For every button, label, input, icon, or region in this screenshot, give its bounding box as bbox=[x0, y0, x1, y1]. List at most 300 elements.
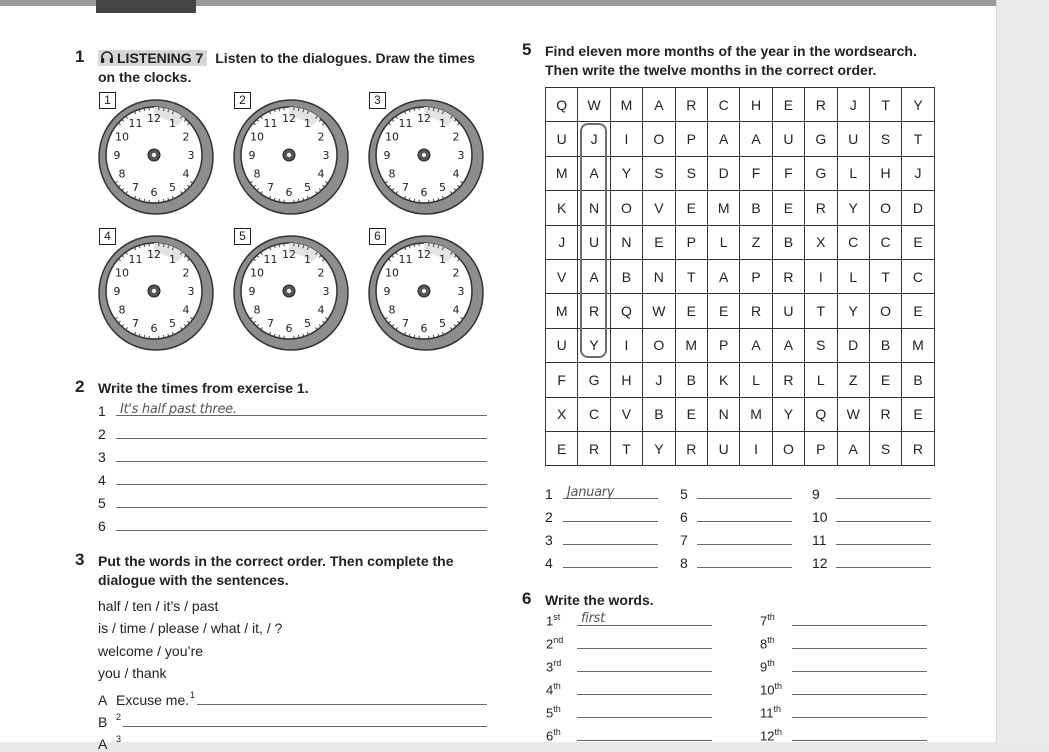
clock-number: 5 bbox=[169, 317, 176, 330]
ex5-answer-number: 4 bbox=[545, 555, 553, 571]
wordsearch-cell[interactable]: R bbox=[772, 259, 804, 293]
ex2-item-number: 5 bbox=[98, 495, 106, 511]
clock-number: 12 bbox=[147, 112, 161, 125]
clock-number: 3 bbox=[188, 149, 195, 162]
top-tab-marker bbox=[96, 0, 196, 13]
wordsearch-cell[interactable]: D bbox=[707, 156, 739, 190]
wordsearch-cell[interactable]: Q bbox=[546, 88, 578, 122]
wordsearch-cell[interactable]: E bbox=[643, 225, 675, 259]
wordsearch-cell[interactable]: O bbox=[869, 294, 901, 328]
dialogue-answer-line[interactable] bbox=[123, 726, 487, 727]
clock-label: 2 bbox=[234, 92, 251, 109]
wordsearch-cell[interactable]: L bbox=[707, 225, 739, 259]
ordinal-suffix: th bbox=[767, 658, 775, 668]
clock-number: 9 bbox=[249, 149, 256, 162]
wordsearch-cell[interactable]: Y bbox=[837, 191, 869, 225]
ex3-prompt: is / time / please / what / it, / ? bbox=[98, 620, 282, 636]
wordsearch-cell[interactable]: J bbox=[837, 88, 869, 122]
wordsearch-cell[interactable]: Y bbox=[610, 156, 642, 190]
ex5-answer-line[interactable] bbox=[563, 544, 658, 545]
wordsearch-cell[interactable]: I bbox=[805, 259, 837, 293]
wordsearch-cell[interactable]: B bbox=[772, 225, 804, 259]
clock-number: 1 bbox=[304, 117, 311, 130]
wordsearch-cell[interactable]: T bbox=[869, 259, 901, 293]
wordsearch-cell[interactable]: J bbox=[643, 363, 675, 397]
ex6-ordinal-label bbox=[546, 727, 561, 743]
clock-number: 4 bbox=[183, 304, 190, 317]
clock-number: 1 bbox=[169, 253, 176, 266]
ex2-item-number: 4 bbox=[98, 472, 106, 488]
wordsearch-cell[interactable]: S bbox=[675, 156, 707, 190]
wordsearch-cell[interactable]: P bbox=[675, 122, 707, 156]
wordsearch-cell[interactable]: U bbox=[837, 122, 869, 156]
wordsearch-cell[interactable]: B bbox=[643, 397, 675, 431]
clock-number: 12 bbox=[282, 112, 296, 125]
wordsearch-cell[interactable]: R bbox=[740, 294, 772, 328]
clock-icon bbox=[367, 234, 485, 352]
wordsearch-cell[interactable]: R bbox=[675, 88, 707, 122]
ordinal-suffix: th bbox=[553, 704, 561, 714]
clock-number: 11 bbox=[129, 253, 143, 266]
dialogue-speaker: B bbox=[98, 714, 107, 730]
wordsearch-cell[interactable]: E bbox=[546, 431, 578, 465]
wordsearch-cell[interactable]: J bbox=[578, 122, 610, 156]
clock-icon bbox=[232, 98, 350, 216]
wordsearch-cell[interactable]: X bbox=[546, 397, 578, 431]
ex6-ordinal-label bbox=[760, 658, 775, 674]
ex3-prompt: half / ten / it’s / past bbox=[98, 598, 218, 614]
wordsearch-cell[interactable]: Z bbox=[740, 225, 772, 259]
clock-number: 11 bbox=[399, 253, 413, 266]
wordsearch-cell[interactable]: U bbox=[546, 328, 578, 362]
clock-label: 1 bbox=[99, 92, 116, 109]
clock-number: 9 bbox=[384, 285, 391, 298]
wordsearch-cell[interactable]: M bbox=[740, 397, 772, 431]
wordsearch-cell[interactable]: C bbox=[707, 88, 739, 122]
wordsearch-cell[interactable]: N bbox=[610, 225, 642, 259]
ex1-instruction bbox=[98, 49, 475, 68]
ex5-answer-number: 5 bbox=[680, 486, 688, 502]
wordsearch-cell[interactable]: S bbox=[805, 328, 837, 362]
clock-face[interactable] bbox=[232, 98, 350, 216]
clock-number: 10 bbox=[250, 267, 264, 280]
wordsearch-cell[interactable]: A bbox=[707, 259, 739, 293]
clock-number: 3 bbox=[323, 149, 330, 162]
clock-number: 7 bbox=[402, 317, 409, 330]
ex3-instruction-line2: dialogue with the sentences. bbox=[98, 571, 289, 590]
wordsearch-cell[interactable]: P bbox=[707, 328, 739, 362]
clock-number: 3 bbox=[188, 285, 195, 298]
clock-icon bbox=[97, 234, 215, 352]
wordsearch-cell[interactable]: R bbox=[805, 88, 837, 122]
clock-number: 12 bbox=[417, 112, 431, 125]
viewer-margin bbox=[996, 0, 1049, 742]
clock-number: 4 bbox=[183, 168, 190, 181]
wordsearch-cell[interactable]: M bbox=[546, 156, 578, 190]
clock-number: 12 bbox=[417, 248, 431, 261]
wordsearch-cell[interactable]: T bbox=[805, 294, 837, 328]
wordsearch-cell[interactable]: B bbox=[675, 363, 707, 397]
wordsearch-cell[interactable]: F bbox=[546, 363, 578, 397]
clock-number: 11 bbox=[264, 117, 278, 130]
ex1-number: 1 bbox=[75, 47, 84, 67]
clock-number: 6 bbox=[421, 322, 428, 335]
wordsearch-cell[interactable]: U bbox=[546, 122, 578, 156]
wordsearch-cell[interactable]: I bbox=[740, 431, 772, 465]
wordsearch-cell[interactable]: E bbox=[902, 294, 934, 328]
wordsearch-cell[interactable]: E bbox=[869, 363, 901, 397]
wordsearch-cell[interactable]: Y bbox=[643, 431, 675, 465]
ordinal-suffix: th bbox=[774, 681, 782, 691]
ordinal-suffix: th bbox=[767, 612, 775, 622]
clock-number: 2 bbox=[318, 131, 325, 144]
ordinal-suffix: th bbox=[774, 727, 782, 737]
ordinal-suffix: th bbox=[774, 704, 782, 714]
listening-tag bbox=[98, 50, 207, 66]
ex2-answer-line[interactable] bbox=[116, 438, 487, 439]
ex5-answer-line[interactable] bbox=[836, 567, 931, 568]
wordsearch-cell[interactable]: G bbox=[805, 156, 837, 190]
wordsearch-cell[interactable]: T bbox=[675, 259, 707, 293]
wordsearch-cell[interactable]: B bbox=[869, 328, 901, 362]
ex3-instruction-line1: Put the words in the correct order. Then complete the bbox=[98, 552, 454, 571]
ex5-answer-number: 2 bbox=[545, 509, 553, 525]
wordsearch-cell[interactable]: M bbox=[610, 88, 642, 122]
wordsearch-cell[interactable]: N bbox=[707, 397, 739, 431]
clock-number: 10 bbox=[115, 131, 129, 144]
ordinal-number: 3 bbox=[546, 659, 553, 674]
clock-number: 10 bbox=[115, 267, 129, 280]
wordsearch-cell[interactable]: R bbox=[772, 363, 804, 397]
wordsearch-cell[interactable]: E bbox=[772, 191, 804, 225]
ex6-ordinal-label bbox=[546, 612, 560, 628]
wordsearch-cell[interactable]: T bbox=[902, 122, 934, 156]
wordsearch-cell[interactable]: M bbox=[675, 328, 707, 362]
wordsearch-cell[interactable]: H bbox=[869, 156, 901, 190]
ex6-ordinal-label bbox=[546, 704, 561, 720]
wordsearch-cell[interactable]: U bbox=[772, 122, 804, 156]
ex6-answer-line[interactable] bbox=[577, 625, 712, 626]
wordsearch-cell[interactable]: E bbox=[902, 225, 934, 259]
ex5-answer-line[interactable] bbox=[563, 498, 658, 499]
wordsearch-cell[interactable]: O bbox=[869, 191, 901, 225]
wordsearch-cell[interactable]: O bbox=[643, 122, 675, 156]
ex6-answer-line[interactable] bbox=[792, 648, 927, 649]
clock-number: 6 bbox=[151, 322, 158, 335]
clock-number: 3 bbox=[323, 285, 330, 298]
ex2-number: 2 bbox=[75, 377, 84, 397]
wordsearch-cell[interactable]: G bbox=[805, 122, 837, 156]
ex5-answer-line[interactable] bbox=[563, 567, 658, 568]
ex5-answer-line[interactable] bbox=[697, 544, 792, 545]
ex6-instruction: Write the words. bbox=[545, 591, 654, 610]
ordinal-number: 1 bbox=[546, 613, 553, 628]
ordinal-number: 4 bbox=[546, 682, 553, 697]
wordsearch-cell[interactable]: N bbox=[578, 191, 610, 225]
wordsearch-cell[interactable]: U bbox=[772, 294, 804, 328]
ex6-ordinal-label bbox=[546, 681, 561, 697]
wordsearch-cell[interactable]: Y bbox=[837, 294, 869, 328]
wordsearch-cell[interactable]: Q bbox=[805, 397, 837, 431]
wordsearch-cell[interactable]: Q bbox=[610, 294, 642, 328]
ordinal-number: 12 bbox=[760, 728, 774, 743]
clock-icon bbox=[97, 98, 215, 216]
wordsearch-cell[interactable]: E bbox=[675, 397, 707, 431]
clock-number: 9 bbox=[384, 149, 391, 162]
clock-number: 7 bbox=[267, 181, 274, 194]
wordsearch-cell[interactable]: I bbox=[610, 328, 642, 362]
clock-number: 2 bbox=[183, 267, 190, 280]
ex6-answer-line[interactable] bbox=[577, 694, 712, 695]
wordsearch-cell[interactable]: C bbox=[869, 225, 901, 259]
clock-number: 1 bbox=[169, 117, 176, 130]
wordsearch-cell[interactable]: W bbox=[837, 397, 869, 431]
ex5-answer-line[interactable] bbox=[563, 521, 658, 522]
ex2-answer-line[interactable] bbox=[116, 484, 487, 485]
ex2-answer-line[interactable] bbox=[116, 461, 487, 462]
ex6-answer-line[interactable] bbox=[792, 671, 927, 672]
wordsearch-cell[interactable]: A bbox=[837, 431, 869, 465]
wordsearch-cell[interactable]: S bbox=[643, 156, 675, 190]
ex2-instruction: Write the times from exercise 1. bbox=[98, 379, 309, 398]
ordinal-number: 5 bbox=[546, 705, 553, 720]
wordsearch-cell[interactable]: B bbox=[610, 259, 642, 293]
clock-face[interactable] bbox=[367, 98, 485, 216]
ex6-ordinal-label bbox=[760, 681, 782, 697]
clock-number: 8 bbox=[388, 304, 395, 317]
wordsearch-cell[interactable]: T bbox=[610, 431, 642, 465]
clock-number: 4 bbox=[453, 304, 460, 317]
wordsearch-cell[interactable]: F bbox=[772, 156, 804, 190]
clock-number: 5 bbox=[169, 181, 176, 194]
ex6-answer-line[interactable] bbox=[577, 648, 712, 649]
wordsearch-cell[interactable]: C bbox=[578, 397, 610, 431]
ex3-prompt: welcome / you’re bbox=[98, 643, 203, 659]
clock-number: 7 bbox=[267, 317, 274, 330]
ex5-answer-line[interactable] bbox=[836, 498, 931, 499]
ordinal-suffix: nd bbox=[553, 635, 563, 645]
wordsearch-cell[interactable]: V bbox=[643, 191, 675, 225]
clock-number: 9 bbox=[114, 149, 121, 162]
clock-number: 1 bbox=[439, 253, 446, 266]
wordsearch-cell[interactable]: S bbox=[869, 431, 901, 465]
clock-number: 2 bbox=[453, 267, 460, 280]
wordsearch-row bbox=[546, 88, 935, 122]
wordsearch-cell[interactable]: O bbox=[610, 191, 642, 225]
wordsearch-cell[interactable]: L bbox=[805, 363, 837, 397]
wordsearch-cell[interactable]: B bbox=[902, 363, 934, 397]
wordsearch-cell[interactable]: Z bbox=[837, 363, 869, 397]
clock-icon bbox=[232, 234, 350, 352]
clock-number: 5 bbox=[439, 317, 446, 330]
wordsearch-cell[interactable]: Y bbox=[902, 88, 934, 122]
wordsearch-cell[interactable]: J bbox=[902, 156, 934, 190]
ex6-answer-line[interactable] bbox=[577, 717, 712, 718]
wordsearch-cell[interactable]: R bbox=[675, 431, 707, 465]
clock-number: 8 bbox=[118, 168, 125, 181]
clock-face[interactable] bbox=[367, 234, 485, 352]
dialogue-line-text: Excuse me. bbox=[116, 692, 189, 708]
wordsearch-cell[interactable]: X bbox=[805, 225, 837, 259]
wordsearch-cell[interactable]: Y bbox=[578, 328, 610, 362]
clock-icon bbox=[367, 98, 485, 216]
wordsearch-cell[interactable]: D bbox=[837, 328, 869, 362]
wordsearch-cell[interactable]: W bbox=[643, 294, 675, 328]
ex6-number: 6 bbox=[522, 589, 531, 609]
clock-label: 3 bbox=[369, 92, 386, 109]
clock-label: 5 bbox=[234, 228, 251, 245]
clock-number: 9 bbox=[114, 285, 121, 298]
wordsearch-cell[interactable]: U bbox=[707, 431, 739, 465]
ex5-answer-number: 10 bbox=[812, 509, 828, 525]
ex6-answer-line[interactable] bbox=[792, 625, 927, 626]
wordsearch-cell[interactable]: C bbox=[837, 225, 869, 259]
ex2-answer-line[interactable] bbox=[116, 507, 487, 508]
clock-number: 6 bbox=[286, 322, 293, 335]
clock-face[interactable] bbox=[97, 234, 215, 352]
wordsearch-cell[interactable]: E bbox=[675, 191, 707, 225]
ex6-answer-text: first bbox=[581, 611, 605, 626]
clock-number: 4 bbox=[453, 168, 460, 181]
wordsearch-cell[interactable]: R bbox=[902, 431, 934, 465]
ex5-answer-number: 7 bbox=[680, 532, 688, 548]
wordsearch-cell[interactable]: A bbox=[578, 259, 610, 293]
clock-number: 1 bbox=[304, 253, 311, 266]
wordsearch-cell[interactable]: A bbox=[772, 328, 804, 362]
dialogue-gap-number: 3 bbox=[116, 734, 121, 744]
ex2-answer-line[interactable] bbox=[116, 530, 487, 531]
wordsearch-cell[interactable]: N bbox=[643, 259, 675, 293]
wordsearch-cell[interactable]: K bbox=[546, 191, 578, 225]
wordsearch-cell[interactable]: M bbox=[546, 294, 578, 328]
ex5-answer-line[interactable] bbox=[836, 521, 931, 522]
wordsearch-cell[interactable]: P bbox=[740, 259, 772, 293]
clock-face[interactable] bbox=[232, 234, 350, 352]
wordsearch-cell[interactable]: B bbox=[740, 191, 772, 225]
wordsearch-cell[interactable]: A bbox=[740, 328, 772, 362]
wordsearch-cell[interactable]: S bbox=[869, 122, 901, 156]
wordsearch-cell[interactable]: A bbox=[643, 88, 675, 122]
ex5-answer-line[interactable] bbox=[836, 544, 931, 545]
wordsearch-cell[interactable]: J bbox=[546, 225, 578, 259]
wordsearch-cell[interactable]: L bbox=[837, 259, 869, 293]
clock-number: 11 bbox=[264, 253, 278, 266]
wordsearch-cell[interactable]: E bbox=[902, 397, 934, 431]
wordsearch-cell[interactable]: K bbox=[707, 363, 739, 397]
wordsearch-cell[interactable]: R bbox=[578, 431, 610, 465]
listening-tag-text: LISTENING 7 bbox=[117, 50, 203, 66]
wordsearch-row bbox=[546, 363, 935, 397]
ex5-instruction-line1: Find eleven more months of the year in the wordsearch. bbox=[545, 42, 917, 61]
ex6-ordinal-label bbox=[760, 612, 775, 628]
clock-number: 2 bbox=[453, 131, 460, 144]
wordsearch-cell[interactable]: P bbox=[805, 431, 837, 465]
ex5-answer-line[interactable] bbox=[697, 521, 792, 522]
ex6-answer-line[interactable] bbox=[792, 694, 927, 695]
ordinal-number: 7 bbox=[760, 613, 767, 628]
ex5-answer-number: 6 bbox=[680, 509, 688, 525]
dialogue-answer-line[interactable] bbox=[197, 704, 487, 705]
january-highlight-ring bbox=[580, 123, 607, 358]
ordinal-number: 6 bbox=[546, 728, 553, 743]
ex6-answer-line[interactable] bbox=[577, 740, 712, 741]
wordsearch-cell[interactable]: H bbox=[740, 88, 772, 122]
ex5-answer-line[interactable] bbox=[697, 498, 792, 499]
wordsearch-cell[interactable]: V bbox=[610, 397, 642, 431]
wordsearch-cell[interactable]: M bbox=[707, 191, 739, 225]
clock-number: 5 bbox=[439, 181, 446, 194]
clock-number: 5 bbox=[304, 317, 311, 330]
wordsearch-cell[interactable]: W bbox=[578, 88, 610, 122]
clock-number: 10 bbox=[250, 131, 264, 144]
ex3-number: 3 bbox=[75, 550, 84, 570]
wordsearch-cell[interactable]: F bbox=[740, 156, 772, 190]
ordinal-number: 10 bbox=[760, 682, 774, 697]
wordsearch-cell[interactable]: L bbox=[837, 156, 869, 190]
wordsearch-cell[interactable]: R bbox=[805, 191, 837, 225]
wordsearch-cell[interactable]: D bbox=[902, 191, 934, 225]
ex6-answer-line[interactable] bbox=[577, 671, 712, 672]
ex6-ordinal-label bbox=[546, 658, 561, 674]
ex5-answer-number: 1 bbox=[545, 486, 553, 502]
wordsearch-cell[interactable]: H bbox=[610, 363, 642, 397]
ex2-item-number: 1 bbox=[98, 403, 106, 419]
ex5-answer-line[interactable] bbox=[697, 567, 792, 568]
wordsearch-cell[interactable]: E bbox=[675, 294, 707, 328]
clock-number: 6 bbox=[151, 186, 158, 199]
wordsearch-cell[interactable]: E bbox=[707, 294, 739, 328]
clock-number: 12 bbox=[282, 248, 296, 261]
wordsearch-cell[interactable]: R bbox=[869, 397, 901, 431]
wordsearch-cell[interactable]: M bbox=[902, 328, 934, 362]
wordsearch-cell[interactable]: I bbox=[610, 122, 642, 156]
clock-number: 8 bbox=[118, 304, 125, 317]
wordsearch-cell[interactable]: L bbox=[740, 363, 772, 397]
ex5-answer-number: 8 bbox=[680, 555, 688, 571]
ex6-ordinal-label bbox=[760, 704, 781, 720]
ex6-answer-line[interactable] bbox=[792, 740, 927, 741]
clock-number: 2 bbox=[183, 131, 190, 144]
ordinal-suffix: th bbox=[553, 681, 561, 691]
clock-face[interactable] bbox=[97, 98, 215, 216]
wordsearch-cell[interactable]: A bbox=[707, 122, 739, 156]
ex2-answer-line[interactable] bbox=[116, 415, 487, 416]
ex1-instruction-line1: Listen to the dialogues. Draw the times bbox=[215, 50, 475, 66]
ordinal-suffix: st bbox=[553, 612, 560, 622]
wordsearch-cell[interactable]: A bbox=[578, 156, 610, 190]
wordsearch-cell[interactable]: O bbox=[772, 431, 804, 465]
wordsearch-cell[interactable]: A bbox=[740, 122, 772, 156]
wordsearch-cell[interactable]: Y bbox=[772, 397, 804, 431]
clock-label: 4 bbox=[99, 228, 116, 245]
ex5-answer-number: 11 bbox=[812, 532, 827, 548]
ex2-item-answer: It's half past three. bbox=[120, 402, 237, 417]
wordsearch-cell[interactable]: T bbox=[869, 88, 901, 122]
wordsearch-cell[interactable]: C bbox=[902, 259, 934, 293]
clock-label: 6 bbox=[369, 228, 386, 245]
wordsearch-cell[interactable]: R bbox=[578, 294, 610, 328]
wordsearch-cell[interactable]: U bbox=[578, 225, 610, 259]
clock-number: 7 bbox=[132, 181, 139, 194]
wordsearch-cell[interactable]: O bbox=[643, 328, 675, 362]
wordsearch-cell[interactable]: V bbox=[546, 259, 578, 293]
ex1-instruction-line2: on the clocks. bbox=[98, 68, 191, 87]
wordsearch-cell[interactable]: P bbox=[675, 225, 707, 259]
ex6-answer-line[interactable] bbox=[792, 717, 927, 718]
wordsearch-cell[interactable]: G bbox=[578, 363, 610, 397]
wordsearch-cell[interactable]: E bbox=[772, 88, 804, 122]
ordinal-suffix: th bbox=[553, 727, 561, 737]
